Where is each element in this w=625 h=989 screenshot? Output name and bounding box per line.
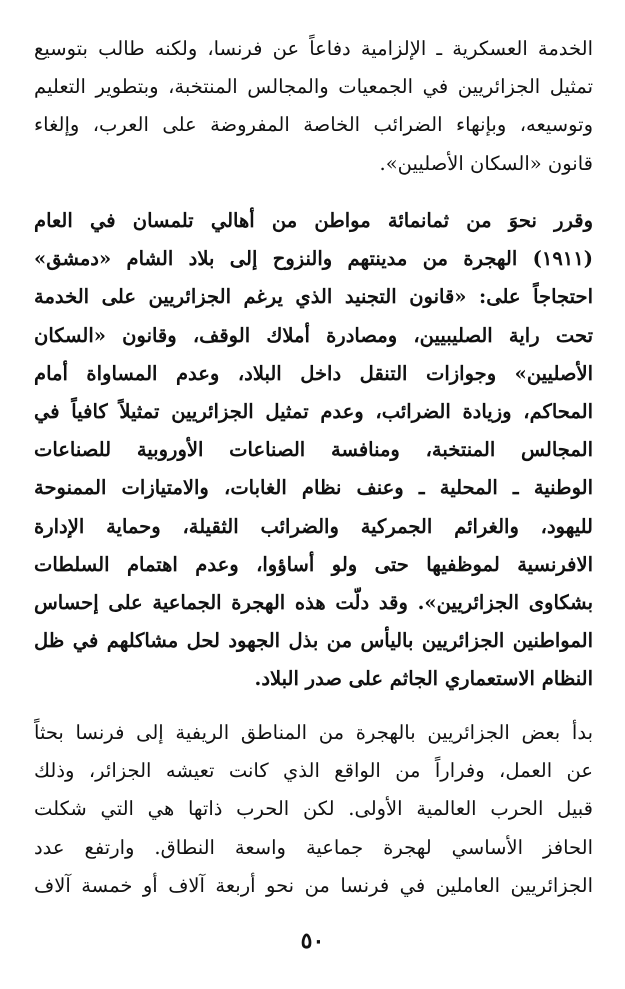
paragraph-2-line-11: بشكاوى الجزائريين». وقد دلّت هذه الهجرة الجماعية على إحساس (34, 590, 593, 614)
paragraph-2-line-6: المحاكم، وزيادة الضرائب، وعدم تمثيل الجزائريين تمثيلاً كافياً في (34, 399, 593, 423)
paragraph-1-line-3: وتوسيعه، وبإنهاء الضرائب الخاصة المفروضة على العرب، وإلغاء (34, 113, 593, 137)
paragraph-2-line-8: الوطنية ـ المحلية ـ وعنف نظام الغابات، والامتيازات الممنوحة (34, 476, 593, 500)
paragraph-3-line-3: قبيل الحرب العالمية الأولى. لكن الحرب ذاتها هي التي شكلت (34, 797, 593, 821)
paragraph-1 (34, 30, 593, 183)
paragraph-1-line-4: قانون «السكان الأصليين». (379, 151, 593, 175)
paragraph-1-line-2: تمثيل الجزائريين في الجمعيات والمجالس المنتخبة، وبتطوير التعليم (34, 75, 593, 99)
paragraph-2-line-9: لليهود، والغرائم الجمركية والضرائب الثقيلة، وحماية الإدارة (34, 514, 593, 538)
paragraph-3-line-5: الجزائريين العاملين في فرنسا من نحو أربعة آلاف أو خمسة آلاف (34, 873, 593, 897)
paragraph-2-line-13: النظام الاستعماري الجاثم على صدر البلاد. (254, 667, 593, 691)
paragraph-1-line-1: الخدمة العسكرية ـ الإلزامية دفاعاً عن فرنسا، ولكنه طالب بتوسيع (34, 37, 593, 60)
paragraph-3-line-2: عن العمل، وفراراً من الواقع الذي كانت تعيشه الجزائر، وذلك (34, 759, 593, 783)
paragraph-2-line-5: الأصليين» وجوازات التنقل داخل البلاد، وعدم المساواة أمام (34, 361, 593, 385)
paragraph-2-line-3: احتجاجاً على: «قانون التجنيد الذي يرغم الجزائريين على الخدمة (34, 285, 593, 309)
paragraph-2-line-7: المجالس المنتخبة، ومنافسة الصناعات الأوروبية للصناعات (34, 438, 593, 462)
paragraph-2-line-4: تحت راية الصليبيين، ومصادرة أملاك الوقف، وقانون «السكان (34, 323, 593, 347)
paragraph-3 (34, 714, 593, 905)
paragraph-2-line-1: وقرر نحوَ من ثمانمائة مواطن من أهالي تلمسان في العام (34, 209, 593, 232)
paragraph-2 (34, 202, 593, 698)
paragraph-3-line-4: الحافز الأساسي لهجرة جماعية واسعة النطاق. وارتفع عدد (34, 835, 593, 859)
paragraph-3-line-1: بدأ بعض الجزائريين بالهجرة من المناطق الريفية إلى فرنسا بحثاً (34, 721, 593, 744)
paragraph-2-line-2: (١٩١١) الهجرة من مدينتهم والنزوح إلى بلاد الشام «دمشق» (34, 247, 593, 271)
paragraph-2-line-12: المواطنين الجزائريين باليأس من بذل الجهود لحل مشاكلهم في ظل (34, 629, 593, 653)
page-number: ٥٠ (300, 928, 325, 954)
paragraph-2-line-10: الافرنسية لموظفيها حتى ولو أساؤوا، وعدم اهتمام السلطات (34, 552, 593, 576)
